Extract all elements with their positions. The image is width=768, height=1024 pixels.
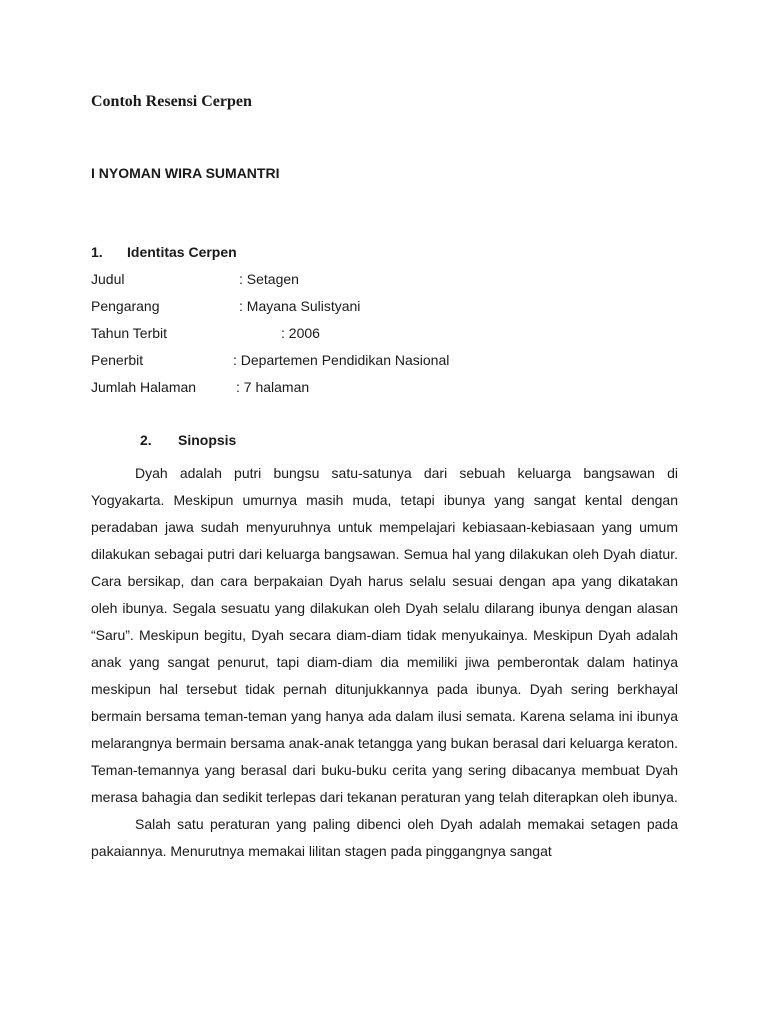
identity-value: : Mayana Sulistyani	[239, 298, 361, 314]
identity-label: Pengarang	[91, 298, 160, 314]
identity-value: : 2006	[281, 325, 320, 341]
section-title: Identitas Cerpen	[127, 244, 237, 260]
section-number: 2.	[140, 432, 152, 448]
identity-label: Jumlah Halaman	[91, 379, 197, 395]
section-heading-sinopsis	[140, 432, 236, 448]
synopsis-paragraph: Salah satu peraturan yang paling dibenci oleh Dyah adalah memakai setagen pada pakaiannya. Menurutnya memakai lilitan stagen pada pinggangnya sangat	[91, 816, 678, 859]
synopsis-body	[91, 460, 678, 865]
identity-value: : 7 halaman	[236, 379, 310, 395]
section-heading-identitas	[91, 244, 237, 260]
author-name: I NYOMAN WIRA SUMANTRI	[91, 165, 280, 181]
identity-value: : Departemen Pendidikan Nasional	[233, 352, 450, 368]
document-title: Contoh Resensi Cerpen	[91, 93, 252, 110]
identity-label: Judul	[91, 271, 125, 287]
section-title: Sinopsis	[178, 432, 237, 448]
identity-value: : Setagen	[239, 271, 299, 287]
identity-label: Penerbit	[91, 352, 144, 368]
section-number: 1.	[91, 244, 103, 260]
synopsis-paragraph: Dyah adalah putri bungsu satu-satunya dari sebuah keluarga bangsawan di Yogyakarta. Meskipun umurnya masih muda, tetapi ibunya yang sangat kental dengan peradaban jawa sudah menyuruhnya untuk mempelajari kebiasaan-kebiasaan yang umum dilakukan sebagai putri dari keluarga bangsawan. Semua hal yang dilakukan oleh Dyah diatur. Cara bersikap, dan cara berpakaian Dyah harus selalu sesuai dengan apa yang dikatakan oleh ibunya. Segala sesuatu yang dilakukan oleh Dyah selalu dilarang ibunya dengan alasan “Saru”. Meskipun begitu, Dyah secara diam-diam tidak menyukainya. Meskipun Dyah adalah anak yang sangat penurut, tapi diam-diam dia memiliki jiwa pemberontak dalam hatinya meskipun hal tersebut tidak pernah ditunjukkannya pada ibunya. Dyah sering berkhayal bermain bersama teman-teman yang hanya ada dalam ilusi semata. Karena selama ini ibunya melarangnya bermain bersama anak-anak tetangga yang bukan berasal dari keluarga keraton. Teman-temannya yang berasal dari buku-buku cerita yang sering dibacanya membuat Dyah merasa bahagia dan sedikit terlepas dari tekanan peraturan yang telah diterapkan oleh ibunya.	[91, 465, 678, 805]
identity-label: Tahun Terbit	[91, 325, 168, 341]
